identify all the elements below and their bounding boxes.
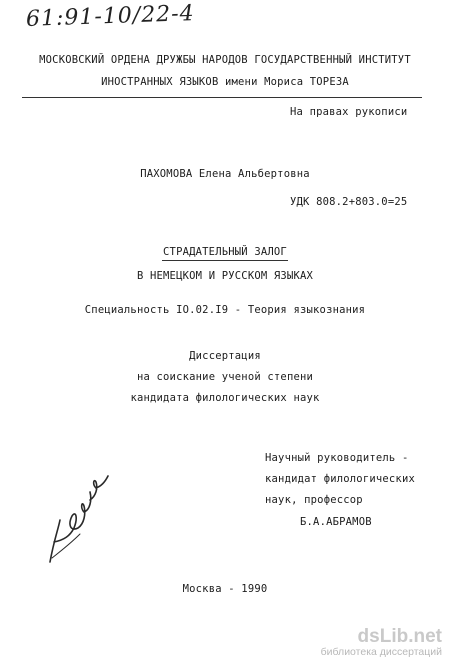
dissertation-label: Диссертация [189, 350, 261, 362]
header-divider [22, 97, 422, 98]
specialty: Специальность IO.02.I9 - Теория языкознания [84, 304, 366, 316]
author-name: ПАХОМОВА Елена Альбертовна [140, 168, 310, 180]
handwritten-catalog-code: 61:91-10/22-4 [25, 1, 196, 32]
city-year: Москва - 1990 [182, 583, 268, 595]
title-line-1: СТРАДАТЕЛЬНЫЙ ЗАЛОГ [163, 246, 287, 258]
supervisor-line-1: Научный руководитель - [265, 452, 409, 464]
title-underline [162, 260, 288, 261]
watermark-logo: dsLib.net [357, 626, 442, 647]
institute-line-1: МОСКОВСКИЙ ОРДЕНА ДРУЖБЫ НАРОДОВ ГОСУДАРСТВЕННЫЙ ИНСТИТУТ [39, 54, 411, 66]
dissertation-degree: на соискание ученой степени [136, 371, 314, 383]
handwritten-signature [40, 470, 120, 570]
rights-note: На правах рукописи [290, 106, 408, 118]
supervisor-line-3: наук, профессор [265, 494, 363, 506]
watermark-subtitle: библиотека диссертаций [320, 646, 442, 658]
supervisor-line-2: кандидат филологических [265, 473, 415, 485]
udc-code: УДК 808.2+803.0=25 [290, 196, 408, 208]
supervisor-name: Б.А.АБРАМОВ [300, 516, 372, 528]
watermark [321, 626, 442, 658]
dissertation-field: кандидата филологических наук [130, 392, 320, 404]
institute-line-2: ИНОСТРАННЫХ ЯЗЫКОВ имени Мориса ТОРЕЗА [101, 76, 349, 88]
title-line-2: В НЕМЕЦКОМ И РУССКОМ ЯЗЫКАХ [136, 270, 314, 282]
